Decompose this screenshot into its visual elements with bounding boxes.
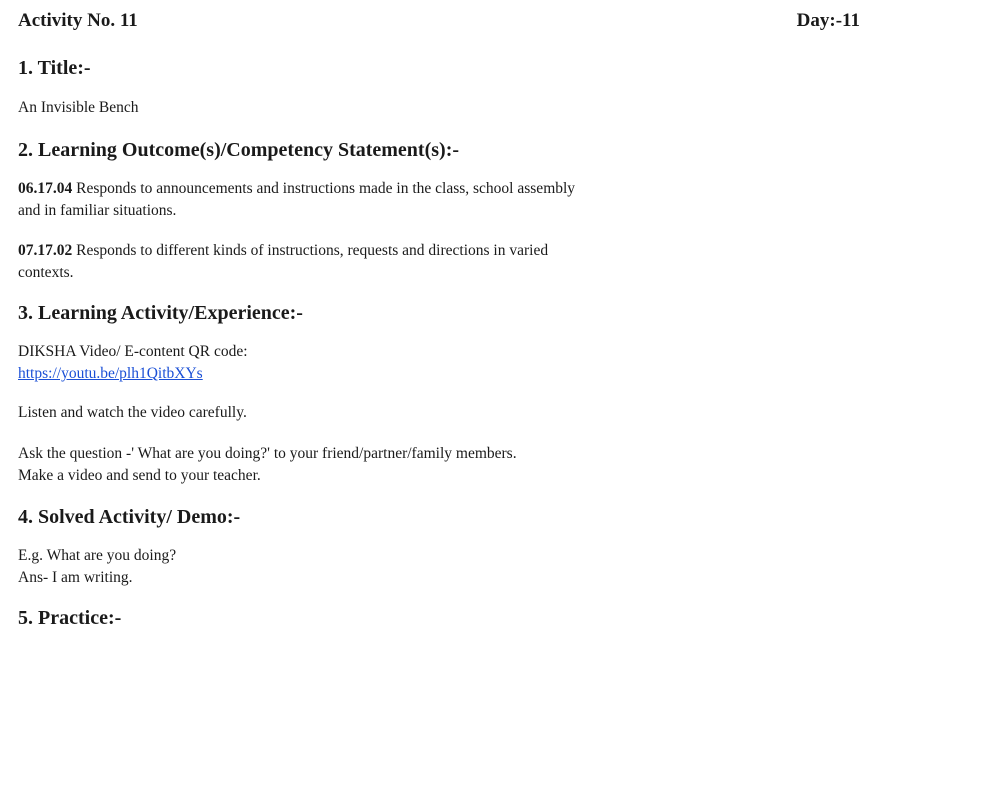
activity-number: Activity No. 11	[18, 10, 138, 31]
outcome-text: Responds to announcements and instructions made in the class, school assembly	[76, 180, 576, 197]
outcome-code: 06.17.04	[18, 180, 73, 197]
task-block	[18, 443, 848, 487]
instruction-text: Listen and watch the video carefully.	[18, 404, 247, 421]
outcome-text-continued: and in familiar situations.	[18, 202, 177, 219]
demo-example: E.g. What are you doing?	[18, 547, 177, 564]
task-line: Make a video and send to your teacher.	[18, 467, 261, 484]
outcome-text-continued: contexts.	[18, 264, 74, 281]
activity-title: An Invisible Bench	[18, 99, 139, 116]
day-label: Day:-11	[796, 10, 860, 31]
outcome-line	[18, 240, 848, 262]
task-line: Ask the question -' What are you doing?' to your friend/partner/family members.	[18, 445, 517, 462]
activity-header	[18, 10, 860, 36]
qr-label: DIKSHA Video/ E-content QR code:	[18, 343, 248, 360]
demo-block	[18, 545, 848, 589]
outcome-code: 07.17.02	[18, 242, 73, 259]
qr-block	[18, 341, 848, 385]
demo-answer: Ans- I am writing.	[18, 569, 133, 586]
section-outcomes-heading: 2. Learning Outcome(s)/Competency Statement(s):-	[18, 139, 460, 161]
section-activity-heading: 3. Learning Activity/Experience:-	[18, 302, 303, 324]
section-title-heading: 1. Title:-	[18, 57, 91, 79]
outcome-item	[18, 178, 848, 222]
section-practice-heading: 5. Practice:-	[18, 607, 122, 629]
outcome-item	[18, 240, 848, 284]
video-link[interactable]: https://youtu.be/plh1QitbXYs	[18, 365, 203, 382]
section-demo-heading: 4. Solved Activity/ Demo:-	[18, 506, 241, 528]
outcome-text: Responds to different kinds of instructions, requests and directions in varied	[76, 242, 549, 259]
outcome-line	[18, 178, 848, 200]
